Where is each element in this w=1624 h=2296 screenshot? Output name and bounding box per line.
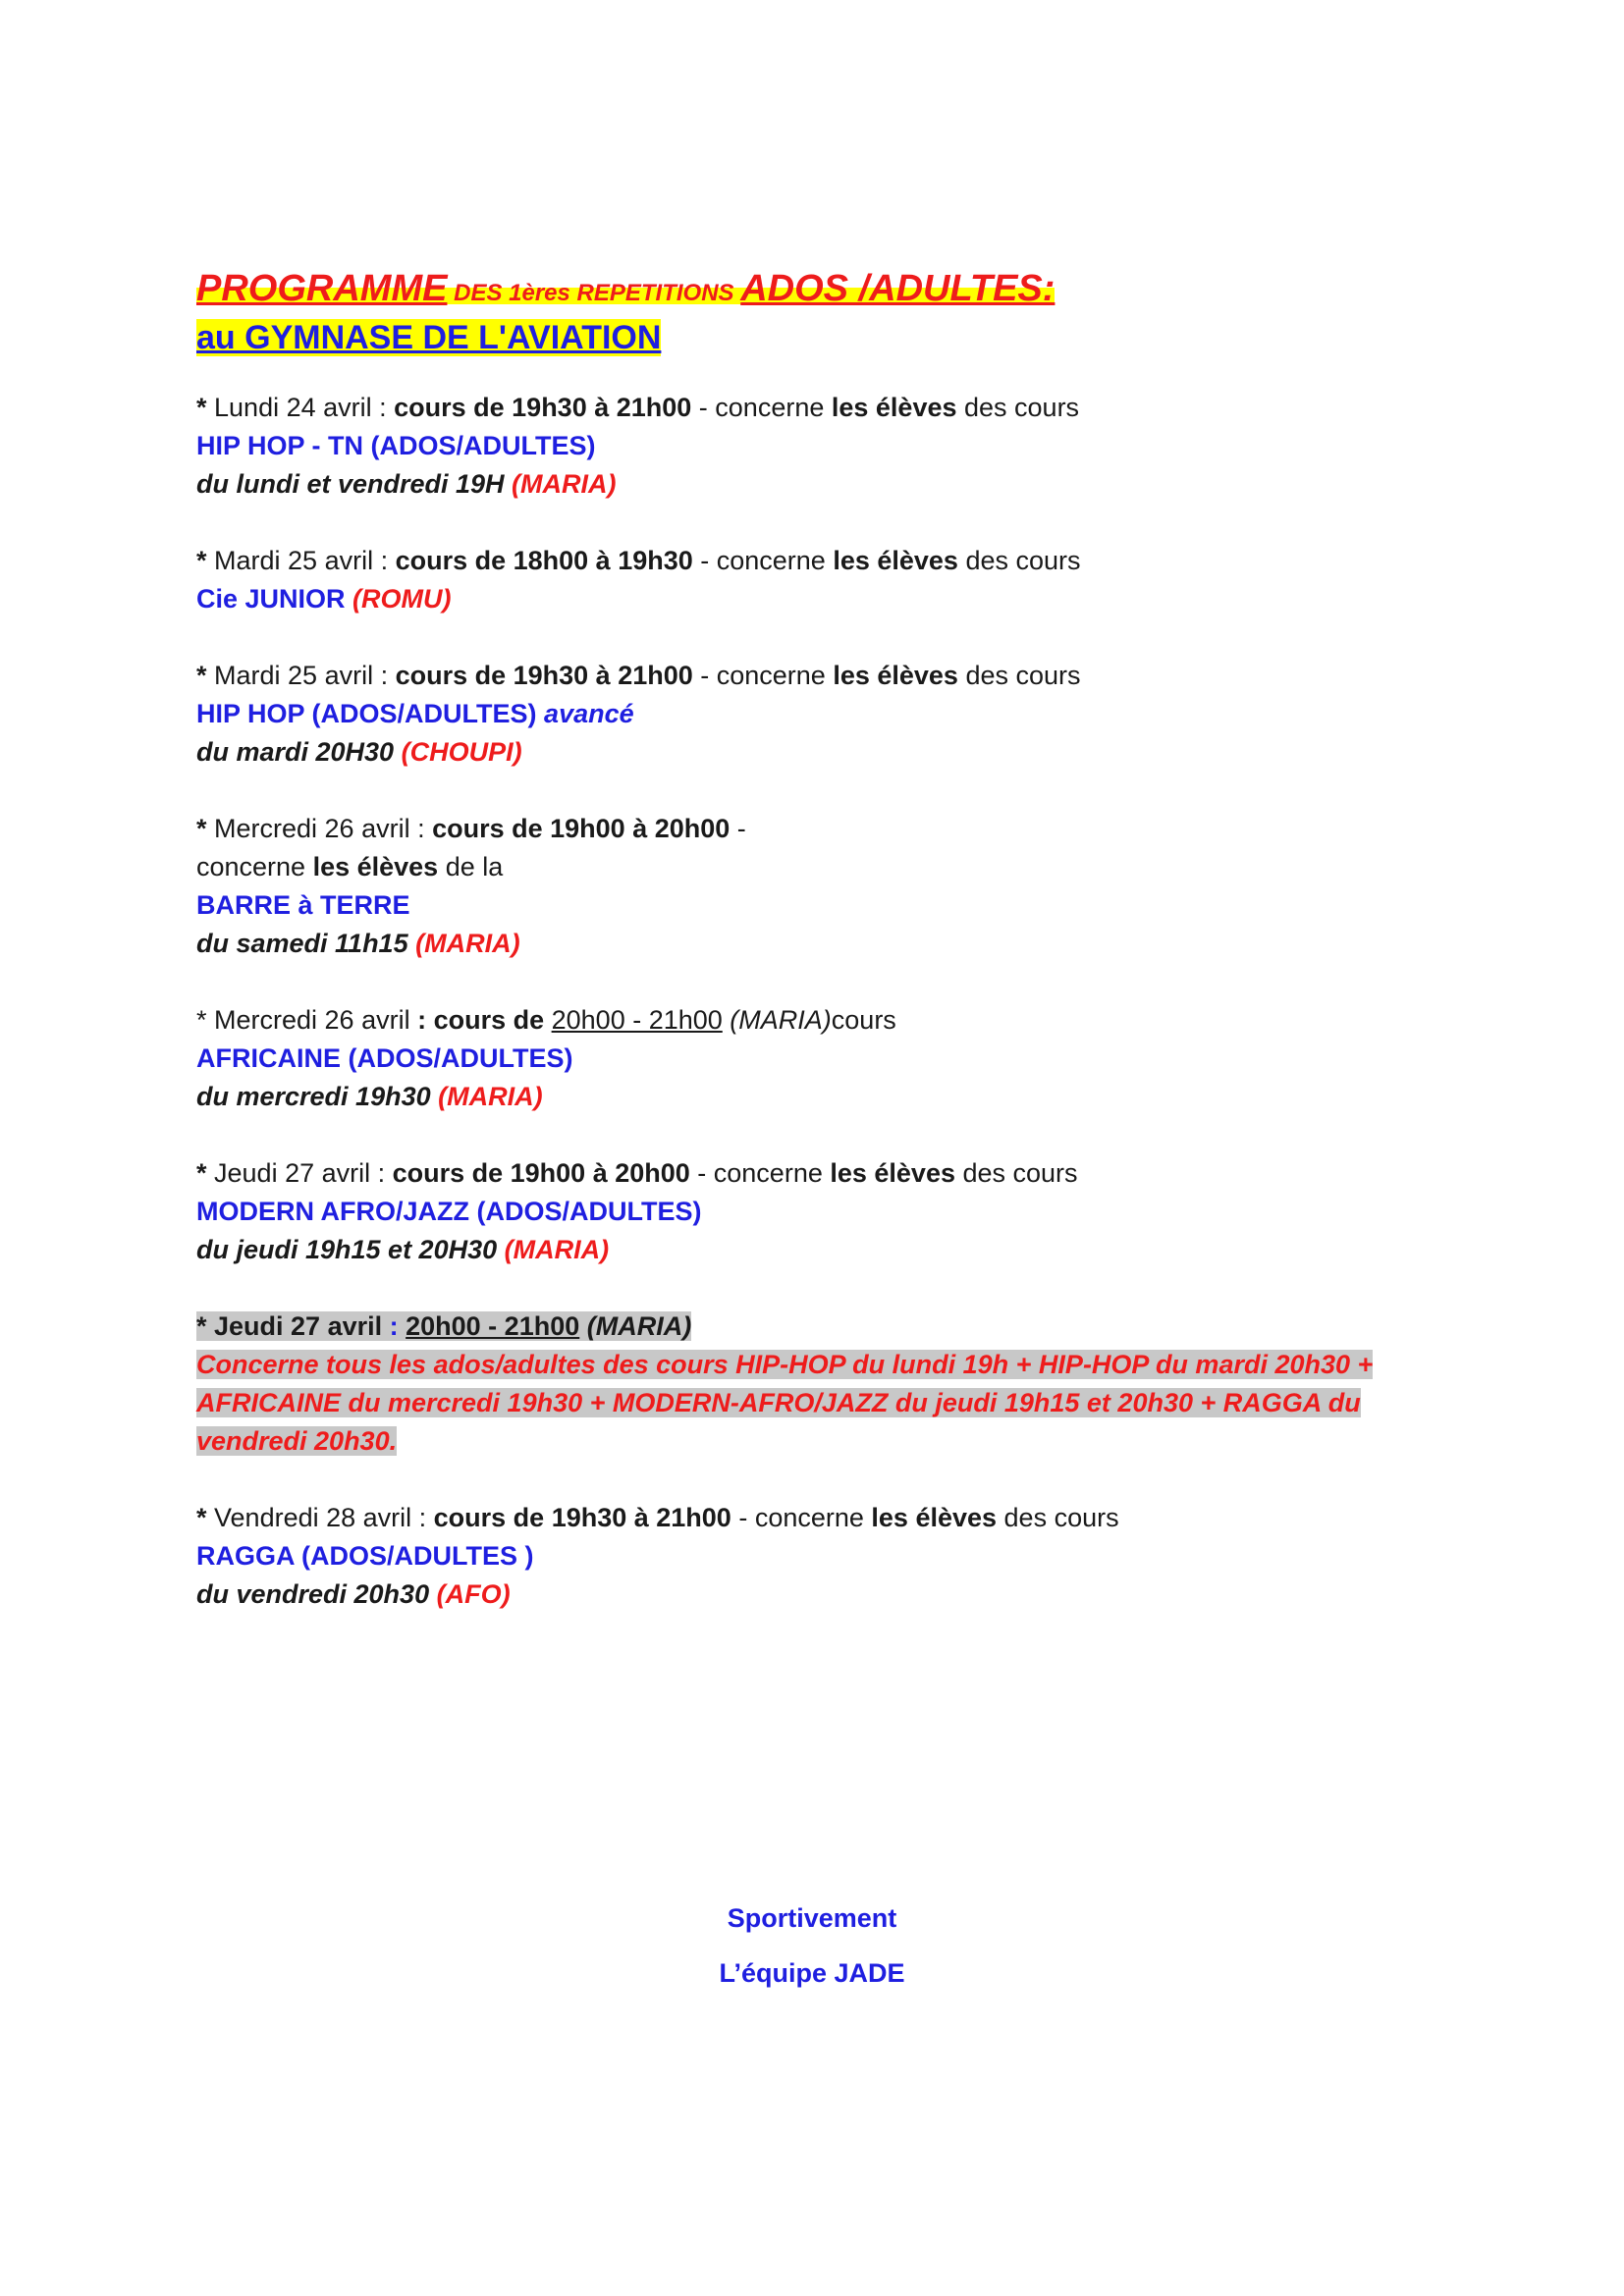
dash-text: - <box>730 814 746 843</box>
concerne-text: - concerne <box>692 546 834 575</box>
suffix-text: des cours <box>997 1503 1119 1532</box>
session-wednesday-26-barre <box>196 810 1473 963</box>
schedule-text: du samedi 11h15 <box>196 929 416 958</box>
session-times: cours de 19h30 à 21h00 <box>433 1503 731 1532</box>
session-header <box>196 657 1473 695</box>
session-schedule <box>196 1575 1473 1614</box>
suffix-text: des cours <box>954 1158 1078 1188</box>
session-times: cours de 19h00 à 20h00 <box>392 1158 690 1188</box>
teacher-name: (CHOUPI) <box>401 737 522 767</box>
teacher-name: (AFO) <box>436 1579 511 1609</box>
bullet: * <box>196 814 215 843</box>
bullet: * <box>196 661 215 690</box>
cours-text: cours de <box>433 1005 552 1035</box>
highlight-session <box>196 1308 1473 1461</box>
highlight-day: * Jeudi 27 avril <box>196 1311 390 1341</box>
highlight-colon: : <box>389 1311 399 1341</box>
course-name: HIP HOP <box>196 431 305 460</box>
session-course <box>196 1040 1473 1078</box>
session-course <box>196 1193 1473 1231</box>
highlight-teacher: (MARIA) <box>579 1311 692 1341</box>
session-wednesday-26-africaine <box>196 1001 1473 1116</box>
highlight-space <box>399 1311 406 1341</box>
session-tuesday-25-junior <box>196 542 1473 618</box>
session-header <box>196 389 1473 427</box>
bullet: * <box>196 546 215 575</box>
session-course <box>196 886 1473 925</box>
eleves-text: les élèves <box>833 661 958 690</box>
schedule-text: du lundi et vendredi 19H <box>196 469 513 499</box>
eleves-text: les élèves <box>830 1158 955 1188</box>
session-friday-28-ragga <box>196 1499 1473 1614</box>
session-header <box>196 1001 1473 1040</box>
session-times: cours de 19h30 à 21h00 <box>395 661 693 690</box>
eleves-text: les élèves <box>871 1503 998 1532</box>
bullet: * <box>196 1503 215 1532</box>
suffix-text: des cours <box>957 546 1081 575</box>
teacher-name: (MARIA) <box>504 1235 610 1264</box>
session-times: cours de 18h00 à 19h30 <box>395 546 693 575</box>
schedule-list <box>196 389 1473 1614</box>
suffix-text: de la <box>438 852 504 881</box>
session-course <box>196 1537 1473 1575</box>
course-separator: - <box>304 431 329 460</box>
concerne-text: - concerne <box>689 1158 831 1188</box>
course-name-2: TN (ADOS/ADULTES) <box>328 431 596 460</box>
signature-team: L’équipe JADE <box>719 1958 905 1988</box>
session-day: Mercredi 26 avril : <box>214 814 433 843</box>
session-tuesday-25-hiphop <box>196 657 1473 772</box>
concerne-text: - concerne <box>692 661 834 690</box>
title-audience: ADOS /ADULTES: <box>740 268 1056 309</box>
schedule-text: du mardi 20H30 <box>196 737 402 767</box>
eleves-text: les élèves <box>312 852 439 881</box>
session-schedule <box>196 1231 1473 1269</box>
document-title <box>196 268 1055 365</box>
session-thursday-27-modern <box>196 1154 1473 1269</box>
session-monday-24 <box>196 389 1473 504</box>
suffix-text: des cours <box>957 661 1081 690</box>
schedule-text: du mercredi 19h30 <box>196 1082 439 1111</box>
suffix-text: des cours <box>956 393 1080 422</box>
session-header <box>196 1499 1473 1537</box>
schedule-text: du jeudi 19h15 et 20H30 <box>196 1235 505 1264</box>
schedule-text: du vendredi 20h30 <box>196 1579 437 1609</box>
session-day: Jeudi 27 avril : <box>214 1158 393 1188</box>
session-header <box>196 1154 1473 1193</box>
highlight-header <box>196 1308 1473 1346</box>
session-times: cours de 19h30 à 21h00 <box>394 393 692 422</box>
session-schedule <box>196 1078 1473 1116</box>
session-schedule <box>196 465 1473 504</box>
course-name: HIP HOP (ADOS/ADULTES) <box>196 699 545 728</box>
suffix-text: cours <box>831 1005 896 1035</box>
bullet: * <box>196 393 215 422</box>
session-course <box>196 580 1473 618</box>
session-schedule <box>196 925 1473 963</box>
concerne-text: - concerne <box>691 393 832 422</box>
session-times: 20h00 - 21h00 <box>551 1005 723 1035</box>
session-times: cours de 19h00 à 20h00 <box>432 814 731 843</box>
session-concerne <box>196 848 1473 886</box>
course-name: MODERN AFRO/JAZZ (ADOS/ADULTES) <box>196 1197 702 1226</box>
session-day: Vendredi 28 avril : <box>214 1503 434 1532</box>
session-day: Mardi 25 avril : <box>214 546 396 575</box>
teacher-inline: (MARIA) <box>722 1005 832 1035</box>
session-course <box>196 427 1473 465</box>
session-header <box>196 542 1473 580</box>
session-schedule <box>196 733 1473 772</box>
bullet: * <box>196 1158 215 1188</box>
title-line-2 <box>196 317 1055 365</box>
eleves-text: les élèves <box>833 546 958 575</box>
teacher-name: (ROMU) <box>352 584 452 614</box>
teacher-name: (MARIA) <box>512 469 617 499</box>
highlight-description <box>196 1346 1443 1461</box>
teacher-name: (MARIA) <box>438 1082 543 1111</box>
title-repetitions: DES 1ères REPETITIONS <box>447 280 741 306</box>
title-venue: au GYMNASE DE L'AVIATION <box>196 319 662 356</box>
course-level: avancé <box>544 699 634 728</box>
concerne-text: - concerne <box>731 1503 872 1532</box>
eleves-text: les élèves <box>831 393 957 422</box>
signature-greeting: Sportivement <box>727 1903 897 1933</box>
session-day: Mardi 25 avril : <box>214 661 396 690</box>
session-course <box>196 695 1473 733</box>
teacher-name: (MARIA) <box>415 929 520 958</box>
bullet: * <box>196 1005 215 1035</box>
highlight-text: Concerne tous les ados/adultes des cours HIP-HOP du lundi 19h + HIP-HOP du mardi 20h30 + AFRICAINE du mercredi 19h30 + MODERN-AFRO/JAZZ du jeudi 19h15 et 20h30 + RAGGA du vendredi 20h30. <box>196 1350 1374 1456</box>
session-header <box>196 810 1473 848</box>
colon-text: : <box>417 1005 434 1035</box>
course-name: AFRICAINE (ADOS/ADULTES) <box>196 1043 573 1073</box>
course-name: BARRE à TERRE <box>196 890 410 920</box>
title-line-1 <box>196 268 1055 317</box>
session-day: Lundi 24 avril : <box>214 393 395 422</box>
course-name: Cie JUNIOR <box>196 584 353 614</box>
highlight-times: 20h00 - 21h00 <box>406 1311 580 1341</box>
course-name: RAGGA (ADOS/ADULTES ) <box>196 1541 534 1571</box>
session-day: Mercredi 26 avril <box>214 1005 418 1035</box>
concerne-text: concerne <box>196 852 313 881</box>
title-programme: PROGRAMME <box>196 268 448 309</box>
